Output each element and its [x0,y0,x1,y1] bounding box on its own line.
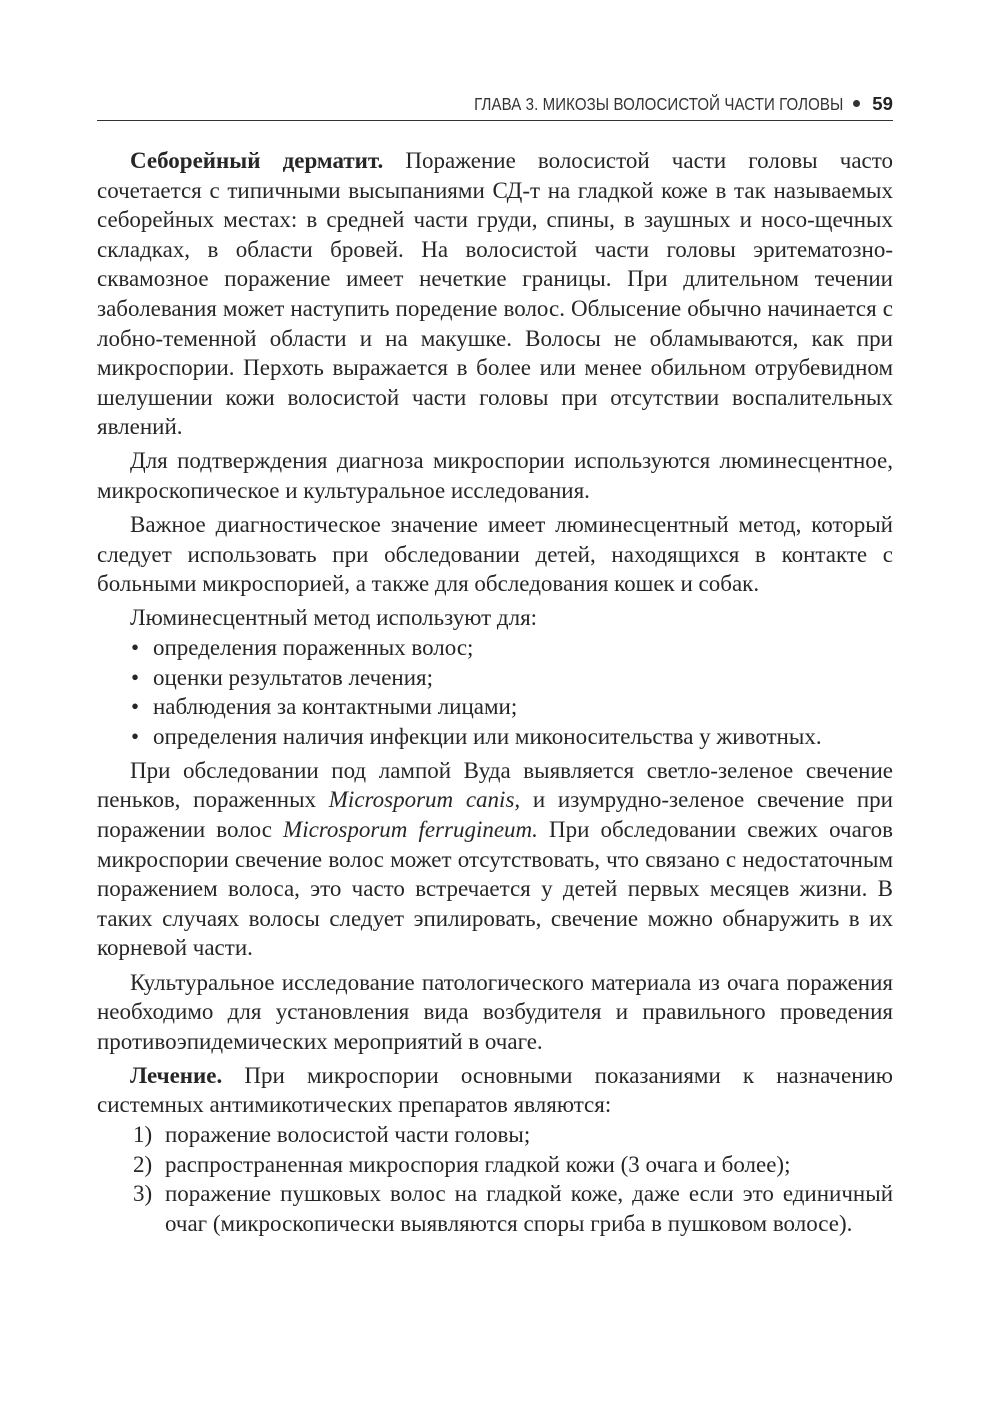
bullet-icon: • [131,694,140,720]
paragraph-text: При обследовании свежих очагов микроспории свечение волос может отсутствовать, что связано с недостаточным поражением волоса, это часто встречается у детей первых месяцев жизни. В таких случаях волосы следует эпилировать, свечение можно обнаружить в их корневой части. [97,817,894,961]
latin-name: Microsporum ferrugineum. [283,817,538,843]
list-item-text: определения наличия инфекции или миконосительства у животных. [153,723,822,749]
list-item-text: определения пораженных волос; [153,635,474,660]
paragraph-culture: Культуральное исследование патологического материала из очага поражения необходимо для установления вида возбудителя и правильного проведения противоэпидемических мероприятий в очаге. [97,969,893,1054]
bullet-icon: • [131,723,140,749]
list-item-text: распространенная микроспория гладкой кожи (3 очага и более); [165,1151,791,1177]
list-number: 1) [133,1122,153,1147]
list-item [133,1179,893,1238]
running-header [97,92,893,121]
paragraph-text: При обследовании под лампой Вуда выявляется светло-зеленое свечение пеньков, пораженных [97,757,893,813]
page-number: 59 [872,93,893,114]
term-heading: Лечение. [130,1062,223,1088]
bullet-icon: • [131,664,140,690]
bullet-list [97,633,893,751]
paragraph-wood-lamp [97,756,893,963]
bullet-icon: • [131,635,140,660]
list-item [133,1120,893,1150]
numbered-list [97,1120,893,1238]
paragraph-luminescent-uses: Люминесцентный метод используют для: [130,605,538,631]
list-item-text: поражение волосистой части головы; [165,1122,531,1147]
list-item [131,722,893,752]
paragraph-diagnosis: Для подтверждения диагноза микроспории используются люминесцентное, микроскопическое и культуральное исследования. [97,448,893,504]
paragraph-luminescent-method: Важное диагностическое значение имеет люминесцентный метод, который следует использовать при обследовании детей, находящихся в контакте с больными микроспорией, а также для обследования кошек и собак. [97,512,893,597]
body-text [97,146,893,1238]
list-item [131,633,893,663]
paragraph-text: При микроспории основными показаниями к назначению системных антимикотических препаратов являются: [97,1062,893,1118]
list-number: 3) [133,1181,153,1207]
list-item-text: наблюдения за контактными лицами; [153,694,518,720]
paragraph-treatment [97,1061,893,1120]
list-item [131,663,893,693]
chapter-title: ГЛАВА 3. МИКОЗЫ ВОЛОСИСТОЙ ЧАСТИ ГОЛОВЫ [473,94,844,114]
list-item [131,692,893,722]
paragraph-text: и изумрудно-зеленое свечение при поражении волос [97,787,893,843]
term-heading: Себорейный дерматит. [130,148,384,173]
list-item-text: оценки результатов лечения; [153,664,434,690]
paragraph-text: Поражение волосистой части головы часто сочетается с типичными высыпаниями СД-т на гладкой коже в так называемых себорейных местах: в средней части груди, спины, в заушных и носо-щечных складках, в области бровей. На волосистой части головы эритематозно-сквамозное поражение имеет нечеткие границы. При длительном течении заболевания может наступить поредение волос. Облысение обычно начинается с лобно-теменной области и на макушке. Волосы не обламываются, как при микроспории. Перхоть выражается в более или менее обильном отрубевидном шелушении кожи волосистой части головы при отсутствии воспалительных явлений. [97,148,893,440]
list-number: 2) [133,1151,153,1177]
paragraph-seborrheic-dermatitis [97,146,893,442]
list-item [133,1150,893,1180]
list-item-text: поражение пушковых волос на гладкой коже, даже если это единичный очаг (микроскопически выявляются споры гриба в пушковом волосе). [165,1181,893,1236]
bullet-dot-icon [853,100,860,107]
latin-name: Microsporum canis, [328,787,521,813]
